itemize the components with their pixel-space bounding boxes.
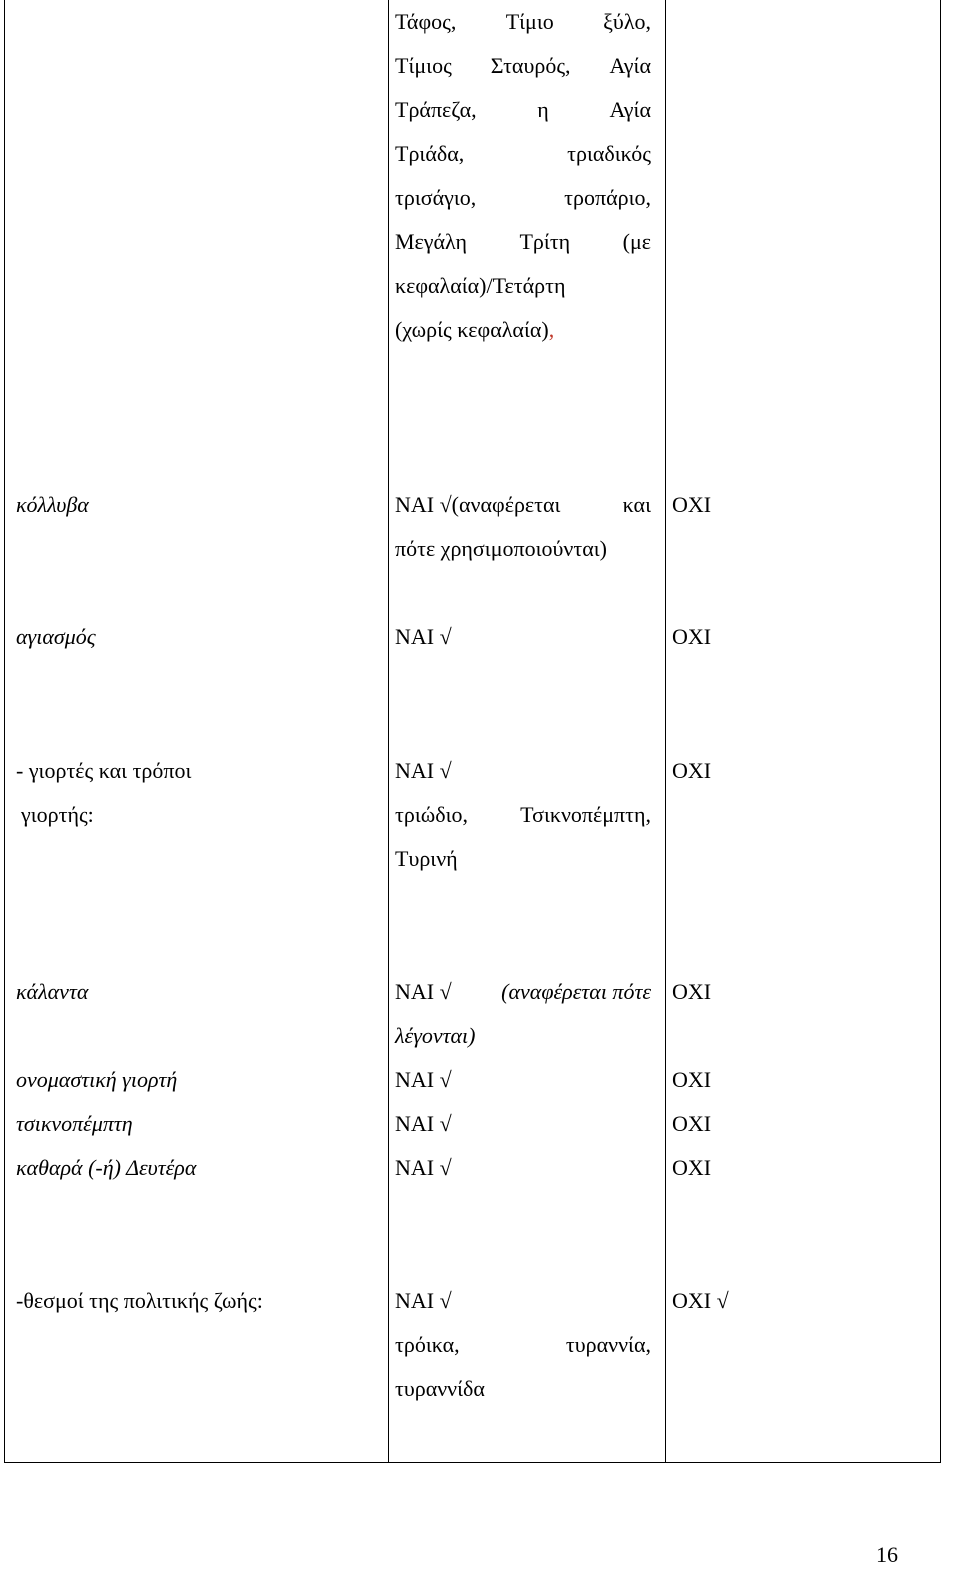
- giortes-col3: ΟΧΙ: [672, 758, 712, 783]
- word: τρόικα,: [395, 1332, 460, 1357]
- text-line: λέγονται): [395, 1023, 476, 1048]
- text-line: [395, 132, 651, 176]
- tsiknopempti-col2: ΝΑΙ √: [395, 1111, 452, 1136]
- text-line: [395, 970, 651, 1014]
- word: Τίμιο: [505, 9, 554, 34]
- thesmoi-col2: [395, 1279, 651, 1411]
- onomastiki-label: ονομαστική γιορτή: [16, 1067, 178, 1092]
- word: τυραννία,: [565, 1332, 651, 1357]
- word: Σταυρός,: [490, 53, 571, 78]
- word: (με: [622, 229, 651, 254]
- column-divider-2: [665, 0, 666, 1463]
- text-line: τυραννίδα: [395, 1376, 485, 1401]
- kollyva-col2: [395, 483, 651, 571]
- text-line: [395, 483, 651, 527]
- text-line: [395, 1323, 651, 1367]
- word: η: [537, 97, 549, 122]
- text-line: ΝΑΙ √: [395, 758, 452, 783]
- onomastiki-col2: ΝΑΙ √: [395, 1067, 452, 1092]
- word: ΝΑΙ √: [395, 979, 452, 1004]
- tsiknopempti-col3: ΟΧΙ: [672, 1111, 712, 1136]
- text-line: [395, 44, 651, 88]
- onomastiki-col3: ΟΧΙ: [672, 1067, 712, 1092]
- word: τριώδιο,: [395, 802, 469, 827]
- agiasmos-col2: ΝΑΙ √: [395, 624, 452, 649]
- word: Τάφος,: [395, 9, 457, 34]
- text-line: Τυρινή: [395, 846, 458, 871]
- kollyva-label: κόλλυβα: [16, 492, 89, 517]
- word: Τσικνοπέμπτη,: [520, 802, 651, 827]
- tsiknopempti-label: τσικνοπέμπτη: [16, 1111, 133, 1136]
- word: ΝΑΙ √(αναφέρεται: [395, 492, 561, 517]
- word: (αναφέρεται πότε: [501, 979, 651, 1004]
- thesmoi-col3: ΟΧΙ √: [672, 1288, 729, 1313]
- text-fragment: (χωρίς κεφαλαία): [395, 317, 549, 342]
- text-line: [395, 88, 651, 132]
- top-row-col2: [395, 0, 651, 352]
- kollyva-col3: ΟΧΙ: [672, 492, 712, 517]
- word: Αγία: [609, 53, 651, 78]
- thesmoi-label: -θεσμοί της πολιτικής ζωής:: [16, 1288, 263, 1313]
- kalanta-col2: [395, 970, 651, 1058]
- word: Τρίτη: [519, 229, 571, 254]
- kalanta-col3: ΟΧΙ: [672, 979, 712, 1004]
- text-line: [395, 0, 651, 44]
- word: τρισάγιο,: [395, 185, 477, 210]
- text-line: γιορτής:: [21, 802, 94, 827]
- page-number: 16: [876, 1542, 898, 1567]
- text-line: [395, 176, 651, 220]
- text-line: [395, 793, 651, 837]
- word: Μεγάλη: [395, 229, 468, 254]
- red-comma: ,: [548, 317, 555, 342]
- word: Τίμιος: [395, 53, 452, 78]
- text-line: πότε χρησιμοποιούνται): [395, 536, 607, 561]
- agiasmos-label: αγιασμός: [16, 624, 96, 649]
- kathara-col3: ΟΧΙ: [672, 1155, 712, 1180]
- text-line: - γιορτές και τρόποι: [16, 758, 192, 783]
- word: τριαδικός: [567, 141, 651, 166]
- word: Αγία: [609, 97, 651, 122]
- text-line: κεφαλαία)/Τετάρτη: [395, 273, 566, 298]
- column-divider-1: [388, 0, 389, 1463]
- word: Τράπεζα,: [395, 97, 477, 122]
- word: ξύλο,: [603, 9, 651, 34]
- agiasmos-col3: ΟΧΙ: [672, 624, 712, 649]
- kalanta-label: κάλαντα: [16, 979, 89, 1004]
- kathara-col2: ΝΑΙ √: [395, 1155, 452, 1180]
- text-line: [395, 308, 651, 352]
- word: Τριάδα,: [395, 141, 465, 166]
- text-line: ΝΑΙ √: [395, 1288, 452, 1313]
- giortes-label: [16, 749, 376, 837]
- text-line: [395, 220, 651, 264]
- word: τροπάριο,: [564, 185, 651, 210]
- kathara-label: καθαρά (-ή) Δευτέρα: [16, 1155, 197, 1180]
- word: και: [622, 492, 651, 517]
- giortes-col2: [395, 749, 651, 881]
